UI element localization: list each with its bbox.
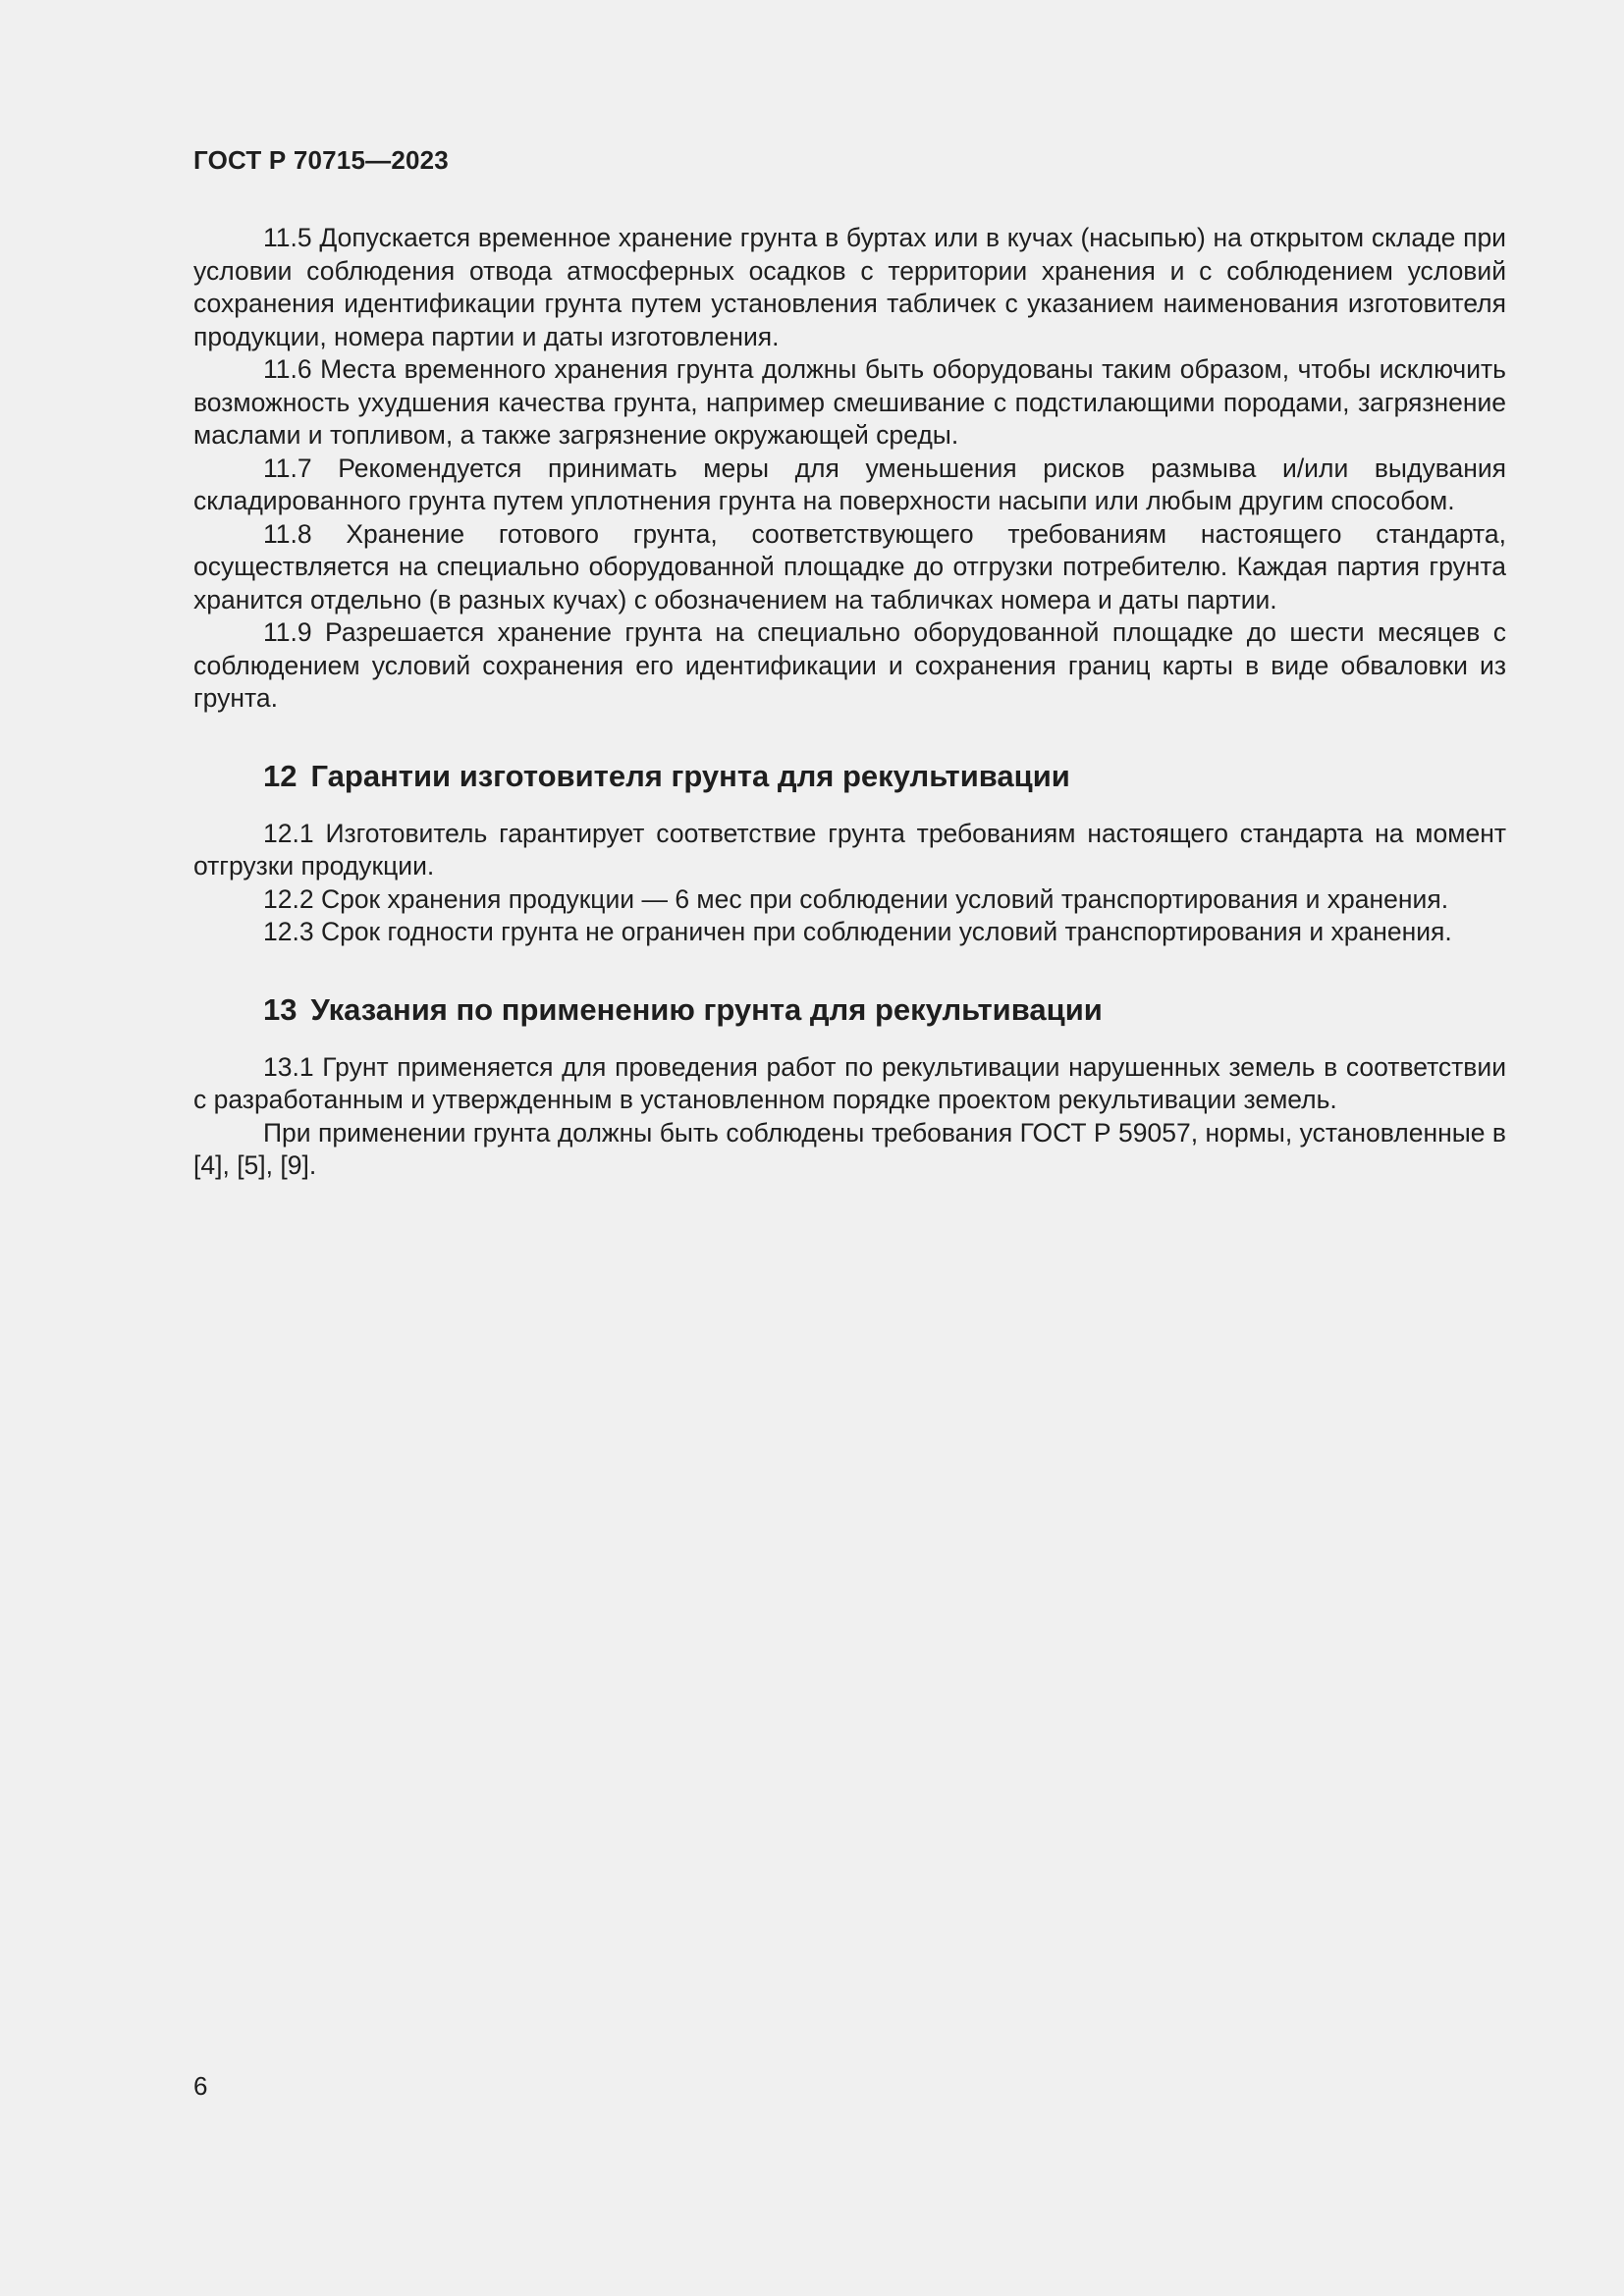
paragraph-11-5: 11.5 Допускается временное хранение грунта в буртах или в кучах (насыпью) на открытом складе при условии соблюдения отвода атмосферных осадков с территории хранения и с соблюдением условий сохранения идентификации грунта путем установления табличек с указанием наименования изготовителя продукции, номера партии и даты изготовления.	[193, 223, 1506, 351]
paragraph-12-1: 12.1 Изготовитель гарантирует соответствие грунта требованиям настоящего стандарта на момент отгрузки продукции.	[193, 818, 1506, 881]
section-12-heading	[193, 757, 1506, 796]
section-12-title: Гарантии изготовителя грунта для рекультивации	[310, 758, 1070, 793]
paragraph-13-application: При применении грунта должны быть соблюдены требования ГОСТ Р 59057, нормы, установленные в [4], [5], [9].	[193, 1117, 1506, 1180]
paragraph-11-7: 11.7 Рекомендуется принимать меры для уменьшения рисков размыва и/или выдувания складированного грунта путем уплотнения грунта на поверхности насыпи или любым другим способом.	[193, 453, 1506, 515]
page-number: 6	[193, 2071, 208, 2101]
paragraph-13-1: 13.1 Грунт применяется для проведения работ по рекультивации нарушенных земель в соответствии с разработанным и утвержденным в установленном порядке проектом рекультивации земель.	[193, 1051, 1506, 1114]
paragraph-11-9: 11.9 Разрешается хранение грунта на специально оборудованной площадке до шести месяцев с соблюдением условий сохранения его идентификации и сохранения границ карты в виде обваловки из грунта.	[193, 617, 1506, 713]
section-13-heading	[193, 990, 1506, 1030]
paragraph-11-8: 11.8 Хранение готового грунта, соответствующего требованиям настоящего стандарта, осуществляется на специально оборудованной площадке до отгрузки потребителю. Каждая партия грунта хранится отдельно (в разных кучах) с обозначением на табличках номера и даты партии.	[193, 518, 1506, 614]
document-body	[193, 222, 1506, 1183]
paragraph-12-2: 12.2 Срок хранения продукции — 6 мес при соблюдении условий транспортирования и хранения.	[263, 883, 1449, 914]
document-code-header: ГОСТ Р 70715—2023	[193, 145, 449, 175]
paragraph-11-6: 11.6 Места временного хранения грунта должны быть оборудованы таким образом, чтобы исключить возможность ухудшения качества грунта, например смешивание с подстилающими породами, загрязнение маслами и топливом, а также загрязнение окружающей среды.	[193, 354, 1506, 450]
section-13-number: 13	[263, 991, 298, 1027]
section-13-title: Указания по применению грунта для рекультивации	[310, 991, 1103, 1027]
paragraph-12-3: 12.3 Срок годности грунта не ограничен при соблюдении условий транспортирования и хранения.	[263, 917, 1452, 946]
section-12-number: 12	[263, 758, 298, 793]
